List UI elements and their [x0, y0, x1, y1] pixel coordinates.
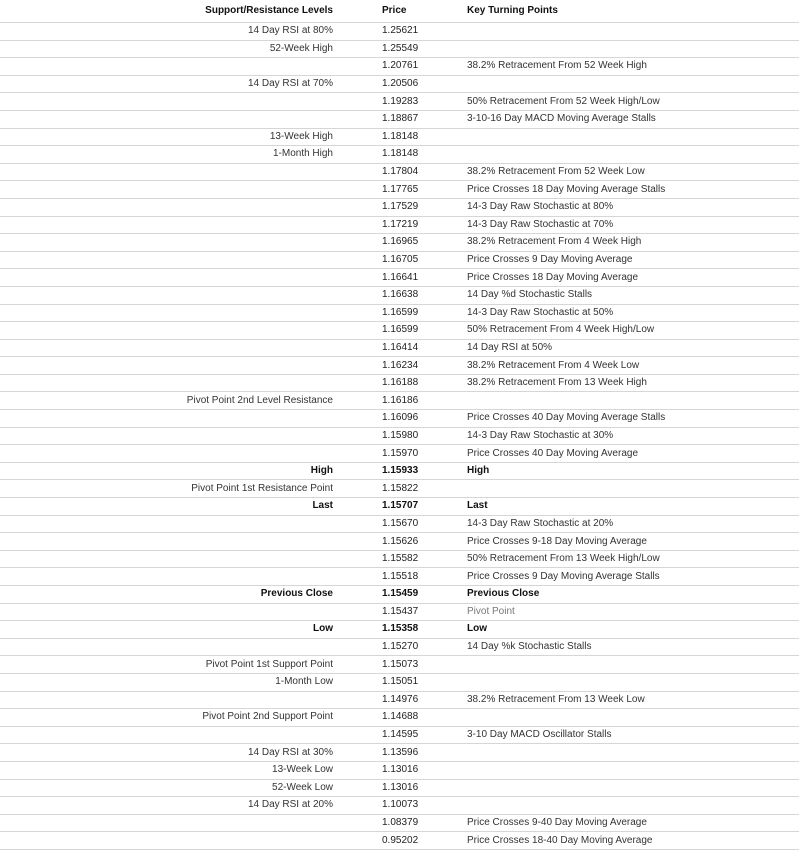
level-cell: 14 Day RSI at 70%	[0, 75, 341, 93]
level-cell: Low	[0, 621, 341, 639]
price-cell: 1.16096	[341, 410, 450, 428]
level-cell	[0, 691, 341, 709]
turning-point-cell: 14-3 Day Raw Stochastic at 20%	[450, 515, 799, 533]
turning-point-cell: 14 Day RSI at 50%	[450, 339, 799, 357]
price-cell: 1.15582	[341, 550, 450, 568]
table-row	[0, 691, 799, 709]
turning-point-cell	[450, 709, 799, 727]
price-cell: 1.15707	[341, 498, 450, 516]
level-cell	[0, 58, 341, 76]
price-cell: 1.13016	[341, 761, 450, 779]
level-cell	[0, 603, 341, 621]
table-row	[0, 181, 799, 199]
table-row	[0, 498, 799, 516]
level-cell: Pivot Point 1st Support Point	[0, 656, 341, 674]
price-cell: 1.15358	[341, 621, 450, 639]
turning-point-cell: 14-3 Day Raw Stochastic at 30%	[450, 427, 799, 445]
table-row	[0, 75, 799, 93]
table-row	[0, 568, 799, 586]
turning-point-cell: 14-3 Day Raw Stochastic at 80%	[450, 198, 799, 216]
turning-point-cell	[450, 779, 799, 797]
table-row	[0, 621, 799, 639]
table-row	[0, 339, 799, 357]
price-cell: 1.15518	[341, 568, 450, 586]
table-row	[0, 269, 799, 287]
turning-point-cell: Price Crosses 9-18 Day Moving Average	[450, 533, 799, 551]
table-row	[0, 656, 799, 674]
turning-point-cell: 14 Day %d Stochastic Stalls	[450, 286, 799, 304]
table-row	[0, 603, 799, 621]
turning-point-cell: Price Crosses 40 Day Moving Average	[450, 445, 799, 463]
price-cell: 1.17765	[341, 181, 450, 199]
table-row	[0, 761, 799, 779]
price-cell: 0.95202	[341, 832, 450, 850]
table-row	[0, 673, 799, 691]
turning-point-cell: 3-10-16 Day MACD Moving Average Stalls	[450, 110, 799, 128]
level-cell: 1-Month High	[0, 146, 341, 164]
level-cell: 13-Week Low	[0, 761, 341, 779]
level-cell	[0, 286, 341, 304]
table-row	[0, 427, 799, 445]
table-row	[0, 357, 799, 375]
price-cell: 1.08379	[341, 814, 450, 832]
table-row	[0, 110, 799, 128]
level-cell	[0, 445, 341, 463]
level-cell	[0, 110, 341, 128]
level-cell	[0, 234, 341, 252]
price-cell: 1.17529	[341, 198, 450, 216]
turning-point-cell	[450, 744, 799, 762]
price-cell: 1.16599	[341, 322, 450, 340]
level-cell: Previous Close	[0, 586, 341, 604]
price-cell: 1.15670	[341, 515, 450, 533]
level-cell	[0, 339, 341, 357]
level-cell: Pivot Point 2nd Support Point	[0, 709, 341, 727]
table-row	[0, 797, 799, 815]
price-cell: 1.15270	[341, 638, 450, 656]
turning-point-cell	[450, 75, 799, 93]
turning-point-cell: 50% Retracement From 4 Week High/Low	[450, 322, 799, 340]
turning-point-cell	[450, 673, 799, 691]
level-cell: 1-Month Low	[0, 673, 341, 691]
price-cell: 1.13596	[341, 744, 450, 762]
price-cell: 1.10073	[341, 797, 450, 815]
turning-point-cell: 38.2% Retracement From 4 Week High	[450, 234, 799, 252]
turning-point-cell	[450, 146, 799, 164]
table-row	[0, 93, 799, 111]
table-row	[0, 392, 799, 410]
table-row	[0, 445, 799, 463]
turning-point-cell: Price Crosses 9 Day Moving Average Stalls	[450, 568, 799, 586]
table-row	[0, 814, 799, 832]
level-cell	[0, 814, 341, 832]
levels-column-header: Support/Resistance Levels	[0, 0, 341, 23]
turning-point-cell: Price Crosses 18-40 Day Moving Average	[450, 832, 799, 850]
table-row	[0, 23, 799, 41]
turning-point-cell: 38.2% Retracement From 52 Week High	[450, 58, 799, 76]
turning-point-cell	[450, 128, 799, 146]
level-cell: Last	[0, 498, 341, 516]
price-cell: 1.25549	[341, 40, 450, 58]
level-cell	[0, 304, 341, 322]
level-cell: 13-Week High	[0, 128, 341, 146]
table-row	[0, 146, 799, 164]
price-cell: 1.16965	[341, 234, 450, 252]
table-row	[0, 234, 799, 252]
turning-point-cell: Price Crosses 9-40 Day Moving Average	[450, 814, 799, 832]
table-row	[0, 638, 799, 656]
turning-point-cell: Price Crosses 18 Day Moving Average Stalls	[450, 181, 799, 199]
level-cell: Pivot Point 2nd Level Resistance	[0, 392, 341, 410]
level-cell	[0, 427, 341, 445]
turning-point-cell: Low	[450, 621, 799, 639]
price-cell: 1.25621	[341, 23, 450, 41]
table-row	[0, 286, 799, 304]
turning-point-cell: Price Crosses 40 Day Moving Average Stalls	[450, 410, 799, 428]
level-cell: High	[0, 462, 341, 480]
price-cell: 1.15626	[341, 533, 450, 551]
price-cell: 1.13016	[341, 779, 450, 797]
level-cell: 52-Week High	[0, 40, 341, 58]
turning-point-cell	[450, 23, 799, 41]
turning-point-cell	[450, 40, 799, 58]
price-cell: 1.16638	[341, 286, 450, 304]
turning-point-cell: 38.2% Retracement From 13 Week High	[450, 374, 799, 392]
price-cell: 1.18867	[341, 110, 450, 128]
price-cell: 1.15073	[341, 656, 450, 674]
table-row	[0, 533, 799, 551]
table-row	[0, 462, 799, 480]
price-cell: 1.14688	[341, 709, 450, 727]
price-cell: 1.16188	[341, 374, 450, 392]
turning-point-cell: 14-3 Day Raw Stochastic at 50%	[450, 304, 799, 322]
table-row	[0, 304, 799, 322]
level-cell: 14 Day RSI at 80%	[0, 23, 341, 41]
turning-point-cell: 38.2% Retracement From 4 Week Low	[450, 357, 799, 375]
level-cell	[0, 357, 341, 375]
table-row	[0, 779, 799, 797]
table-row	[0, 480, 799, 498]
turning-point-cell: 50% Retracement From 52 Week High/Low	[450, 93, 799, 111]
turning-point-cell: Previous Close	[450, 586, 799, 604]
level-cell	[0, 93, 341, 111]
level-cell	[0, 269, 341, 287]
table-row	[0, 58, 799, 76]
turning-point-cell: Price Crosses 9 Day Moving Average	[450, 251, 799, 269]
table-row	[0, 40, 799, 58]
table-row	[0, 515, 799, 533]
level-cell	[0, 550, 341, 568]
price-cell: 1.20761	[341, 58, 450, 76]
table-row	[0, 726, 799, 744]
table-row	[0, 128, 799, 146]
table-row	[0, 709, 799, 727]
price-cell: 1.16186	[341, 392, 450, 410]
table-row	[0, 744, 799, 762]
level-cell	[0, 198, 341, 216]
level-cell	[0, 181, 341, 199]
turning-point-cell	[450, 761, 799, 779]
price-column-header: Price	[341, 0, 450, 23]
table-row	[0, 586, 799, 604]
level-cell: Pivot Point 1st Resistance Point	[0, 480, 341, 498]
turning-point-cell: Last	[450, 498, 799, 516]
price-cell: 1.16705	[341, 251, 450, 269]
table-row	[0, 410, 799, 428]
level-cell: 14 Day RSI at 30%	[0, 744, 341, 762]
price-cell: 1.16641	[341, 269, 450, 287]
table-header-row	[0, 0, 799, 23]
price-cell: 1.17804	[341, 163, 450, 181]
price-cell: 1.16599	[341, 304, 450, 322]
level-cell	[0, 322, 341, 340]
turning-point-cell: 38.2% Retracement From 52 Week Low	[450, 163, 799, 181]
level-cell	[0, 216, 341, 234]
price-cell: 1.14595	[341, 726, 450, 744]
turning-point-cell: Pivot Point	[450, 603, 799, 621]
turning-point-cell	[450, 480, 799, 498]
turning-point-cell	[450, 797, 799, 815]
table-body	[0, 23, 799, 850]
table-row	[0, 832, 799, 850]
price-cell: 1.17219	[341, 216, 450, 234]
price-cell: 1.15822	[341, 480, 450, 498]
table-row	[0, 251, 799, 269]
level-cell	[0, 533, 341, 551]
price-cell: 1.15437	[341, 603, 450, 621]
turning-point-cell: 14 Day %k Stochastic Stalls	[450, 638, 799, 656]
turning-point-cell: 14-3 Day Raw Stochastic at 70%	[450, 216, 799, 234]
price-cell: 1.19283	[341, 93, 450, 111]
table-row	[0, 216, 799, 234]
price-cell: 1.15970	[341, 445, 450, 463]
turning-point-cell: High	[450, 462, 799, 480]
level-cell	[0, 410, 341, 428]
turning-point-cell: Price Crosses 18 Day Moving Average	[450, 269, 799, 287]
level-cell	[0, 163, 341, 181]
price-cell: 1.18148	[341, 146, 450, 164]
turning-point-cell: 3-10 Day MACD Oscillator Stalls	[450, 726, 799, 744]
price-cell: 1.15459	[341, 586, 450, 604]
table-row	[0, 322, 799, 340]
price-cell: 1.16414	[341, 339, 450, 357]
level-cell: 14 Day RSI at 20%	[0, 797, 341, 815]
price-cell: 1.14976	[341, 691, 450, 709]
turning-point-cell: 50% Retracement From 13 Week High/Low	[450, 550, 799, 568]
level-cell	[0, 515, 341, 533]
price-cell: 1.15980	[341, 427, 450, 445]
level-cell	[0, 832, 341, 850]
level-cell	[0, 568, 341, 586]
level-cell: 52-Week Low	[0, 779, 341, 797]
turning-points-column-header: Key Turning Points	[450, 0, 799, 23]
level-cell	[0, 251, 341, 269]
level-cell	[0, 726, 341, 744]
table-row	[0, 163, 799, 181]
price-cell: 1.20506	[341, 75, 450, 93]
price-cell: 1.15933	[341, 462, 450, 480]
turning-point-cell: 38.2% Retracement From 13 Week Low	[450, 691, 799, 709]
turning-point-cell	[450, 392, 799, 410]
price-cell: 1.18148	[341, 128, 450, 146]
table-row	[0, 550, 799, 568]
turning-point-cell	[450, 656, 799, 674]
price-cell: 1.15051	[341, 673, 450, 691]
table-row	[0, 374, 799, 392]
price-cell: 1.16234	[341, 357, 450, 375]
level-cell	[0, 638, 341, 656]
level-cell	[0, 374, 341, 392]
table-row	[0, 198, 799, 216]
